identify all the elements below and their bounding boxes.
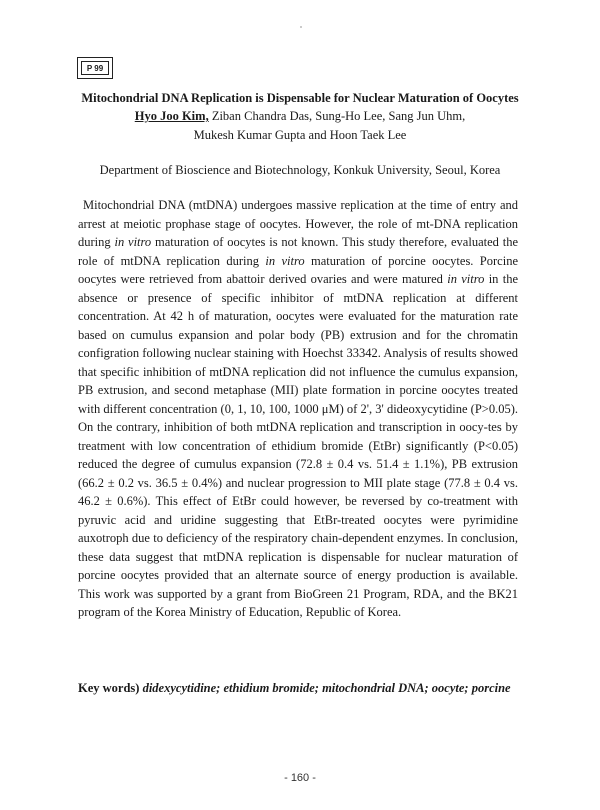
abstract-code-box [77,57,113,79]
abstract-code: P 99 [81,61,109,75]
in-vitro-term-3: in vitro [447,272,485,286]
author-line-2: Mukesh Kumar Gupta and Hoon Taek Lee [193,128,407,142]
abstract-text-3: maturation of porcine oocytes. Porcine oocytes were retrieved from abattoir derived ovaries and were matured [78,253,518,286]
scan-speck [300,26,302,28]
presenting-author: Hyo Joo Kim, [134,109,209,123]
co-authors-1: Ziban Chandra Das, Sung-Ho Lee, Sang Jun Uhm, [208,109,466,123]
paper-title: Mitochondrial DNA Replication is Dispensable for Nuclear Maturation of Oocytes [81,91,519,105]
keywords-list: didexycytidine; ethidium bromide; mitochondrial DNA; oocyte; porcine [139,681,511,695]
author-line-1 [40,107,560,126]
in-vitro-term-1: in vitro [114,235,152,249]
abstract-body [78,196,518,622]
affiliation: Department of Bioscience and Biotechnology, Konkuk University, Seoul, Korea [99,163,501,177]
keywords-label: Key words) [78,681,140,695]
abstract-text-1: Mitochondrial DNA (mtDNA) undergoes massive replication at the time of entry and arrest at meiotic prophase stage of oocytes. However, the role of mt-DNA replication during [78,198,518,249]
abstract-text-2: maturation of oocytes is not known. This study therefore, evaluated the role of mtDNA replication during [78,235,518,268]
abstract-text-4: in the absence or presence of specific inhibitor of mtDNA replication at different concentration. At 42 h of maturation, oocytes were evaluated for the maturation rate based on cumulus expansion and polar body (PB) extrusion and for the chromatin configration following nuclear staining with Hoechst 33342. Analysis of results showed that specific inhibition of mtDNA replication did not influence the cumulus expansion, PB extrusion, and second metaphase (MII) plate formation in porcine oocytes treated with different concentration (0, 1, 10, 100, 1000 μM) of 2', 3' dideoxycytidine (P>0.05). On the contrary, inhibition of both mtDNA replication and transcription in oocy-tes by treatment with low concentration of ethidium bromide (EtBr) significantly (P<0.05) reduced the degree of cumulus expansion (72.8 ± 0.4 vs. 51.4 ± 1.1%), PB extrusion (66.2 ± 0.2 vs. 36.5 ± 0.4%) and nuclear progression to MII plate stage (77.8 ± 0.4 vs. 46.2 ± 0.6%). This effect of EtBr could however, be reversed by co-treatment with pyruvic acid and uridine suggesting that EtBr-treated oocytes were pyrimidine auxotroph due to deficiency of the respiratory chain-dependent enzymes. In conclusion, these data suggest that mtDNA replication is dispensable for nuclear maturation of porcine oocytes provided that an alternate source of energy production is available. This work was supported by a grant from BioGreen 21 Program, RDA, and the BK21 program of the Korea Ministry of Education, Republic of Korea. [78,272,518,619]
author-list [40,107,560,145]
in-vitro-term-2: in vitro [265,253,305,268]
abstract-paragraph [78,196,518,622]
page-number: - 160 - [284,772,316,784]
keywords [78,680,538,697]
